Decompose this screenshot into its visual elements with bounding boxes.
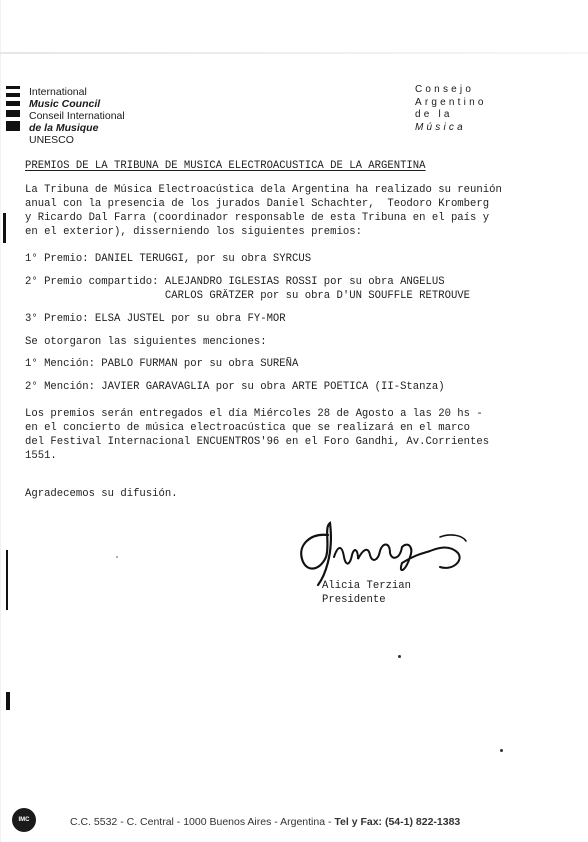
intro-line: La Tribuna de Música Electroacústica dela Argentina ha realizado su reunión <box>25 184 502 196</box>
signer-name: Alicia Terzian <box>322 580 412 592</box>
prize-third: 3° Premio: ELSA JUSTEL por su obra FY-MOR <box>25 313 286 325</box>
prize-first: 1° Premio: DANIEL TERUGGI, por su obra SYRCUS <box>25 253 312 265</box>
signer-role: Presidente <box>322 594 386 606</box>
speck <box>500 749 503 752</box>
signature-icon <box>290 515 480 587</box>
mention-second: 2° Mención: JAVIER GARAVAGLIA por su obra ARTE POETICA (II-Stanza) <box>25 381 445 393</box>
closing-line: Los premios serán entregados el día Miércoles 28 de Agosto a las 20 hs - <box>25 408 483 420</box>
footer-address <box>70 816 460 828</box>
margin-mark <box>6 692 10 710</box>
imc-line: Music Council <box>29 98 101 110</box>
intro-line: en el exterior), disserniendo los siguientes premios: <box>25 226 362 238</box>
imc-line: UNESCO <box>29 134 74 146</box>
closing-line: del Festival Internacional ENCUENTROS'96 en el Foro Gandhi, Av.Corrientes <box>25 436 490 448</box>
letter-title: PREMIOS DE LA TRIBUNA DE MUSICA ELECTROACUSTICA DE LA ARGENTINA <box>25 160 426 172</box>
imc-header <box>29 86 125 146</box>
footer-address-text: C.C. 5532 - C. Central - 1000 Buenos Aires - Argentina - <box>70 816 335 828</box>
imc-line: de la Musique <box>29 122 99 134</box>
page-top-edge <box>0 52 588 54</box>
closing-line: 1551. <box>25 450 57 462</box>
closing-line: en el concierto de música electroacústica que se realizará en el marco <box>25 422 471 434</box>
margin-mark <box>6 550 8 610</box>
speck <box>116 556 118 558</box>
mention-first: 1° Mención: PABLO FURMAN por su obra SUREÑA <box>25 358 299 370</box>
margin-mark <box>3 213 6 243</box>
consejo-line: Música <box>415 121 466 133</box>
prize-second: 2° Premio compartido: ALEJANDRO IGLESIAS ROSSI por su obra ANGELUS <box>25 276 445 288</box>
speck <box>398 655 401 658</box>
consejo-line: Consejo <box>415 84 475 95</box>
consejo-header <box>415 84 487 134</box>
consejo-line: Argentino <box>415 96 487 108</box>
thanks-line: Agradecemos su difusión. <box>25 488 178 500</box>
imc-seal-icon: IMC <box>12 808 36 832</box>
intro-line: y Ricardo Dal Farra (coordinador responsable de esta Tribuna en el país y <box>25 212 490 224</box>
imc-line: Conseil International <box>29 110 125 122</box>
intro-line: anual con la presencia de los jurados Daniel Schachter, Teodoro Kromberg <box>25 198 490 210</box>
footer-phone: Tel y Fax: (54-1) 822-1383 <box>334 816 461 828</box>
consejo-line: de la <box>415 109 453 120</box>
prize-second-cont: CARLOS GRÄTZER por su obra D'UN SOUFFLE RETROUVE <box>25 290 471 302</box>
imc-line: International <box>29 86 87 98</box>
mentions-intro: Se otorgaron las siguientes menciones: <box>25 336 267 348</box>
